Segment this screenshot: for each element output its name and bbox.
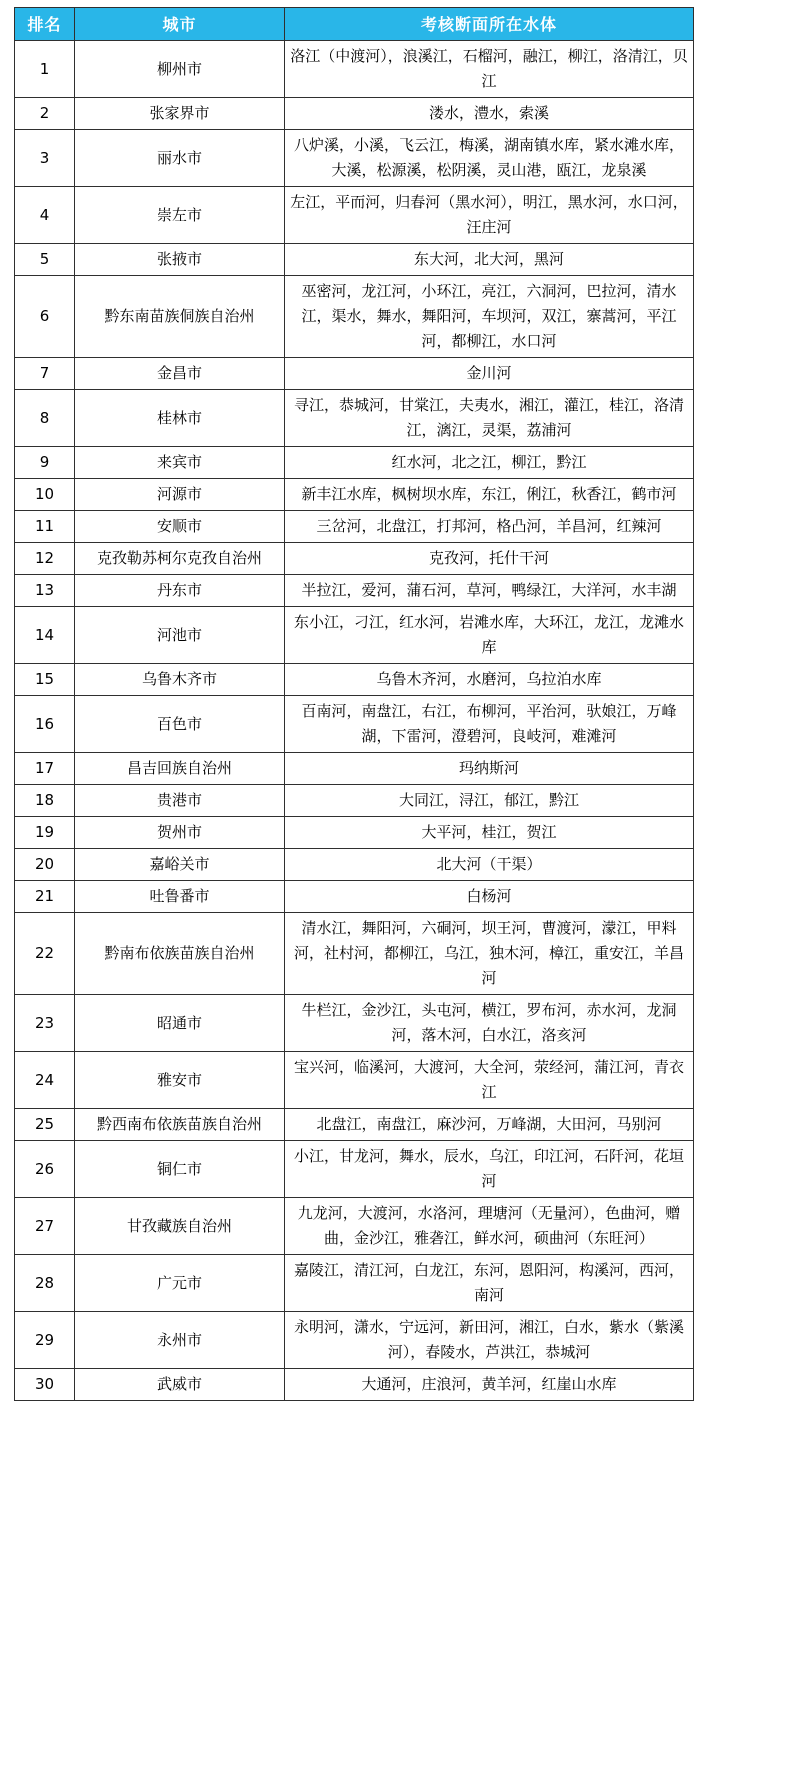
cell-rank: 8	[15, 390, 75, 447]
cell-water-bodies: 红水河，北之江，柳江，黔江	[285, 447, 694, 479]
column-header-rank: 排名	[15, 8, 75, 41]
cell-water-bodies: 嘉陵江，清江河，白龙江，东河，恩阳河，构溪河，西河，南河	[285, 1255, 694, 1312]
cell-water-bodies: 玛纳斯河	[285, 753, 694, 785]
cell-city: 张掖市	[75, 244, 285, 276]
cell-rank: 11	[15, 511, 75, 543]
cell-water-bodies: 大平河，桂江，贺江	[285, 817, 694, 849]
cell-rank: 5	[15, 244, 75, 276]
cell-water-bodies: 牛栏江，金沙江，头屯河，横江，罗布河，赤水河，龙洞河，落木河，白水江，洛亥河	[285, 995, 694, 1052]
cell-water-bodies: 新丰江水库，枫树坝水库，东江，俐江，秋香江，鹤市河	[285, 479, 694, 511]
cell-water-bodies: 溇水，澧水，索溪	[285, 98, 694, 130]
cell-water-bodies: 小江，甘龙河，舞水，辰水，乌江，印江河，石阡河，花垣河	[285, 1141, 694, 1198]
ranking-table-container	[0, 7, 795, 1401]
cell-city: 柳州市	[75, 41, 285, 98]
table-row	[15, 358, 694, 390]
cell-water-bodies: 八炉溪，小溪，飞云江，梅溪，湖南镇水库，紧水滩水库，大溪，松源溪，松阴溪，灵山港，瓯江，龙泉溪	[285, 130, 694, 187]
table-header	[15, 8, 694, 41]
cell-water-bodies: 东大河，北大河，黑河	[285, 244, 694, 276]
cell-rank: 16	[15, 696, 75, 753]
ranking-table	[14, 7, 694, 1401]
column-header-city: 城市	[75, 8, 285, 41]
cell-water-bodies: 宝兴河，临溪河，大渡河，大全河，荥经河，蒲江河，青衣江	[285, 1052, 694, 1109]
cell-water-bodies: 东小江，刁江，红水河，岩滩水库，大环江，龙江，龙滩水库	[285, 607, 694, 664]
cell-water-bodies: 北大河（干渠）	[285, 849, 694, 881]
cell-water-bodies: 寻江，恭城河，甘棠江，夫夷水，湘江，灌江，桂江，洛清江，漓江，灵渠，荔浦河	[285, 390, 694, 447]
cell-city: 武威市	[75, 1369, 285, 1401]
cell-water-bodies: 百南河，南盘江，右江，布柳河，平治河，驮娘江，万峰湖，下雷河，澄碧河，良岐河，难滩河	[285, 696, 694, 753]
cell-water-bodies: 半拉江，爱河，蒲石河，草河，鸭绿江，大洋河，水丰湖	[285, 575, 694, 607]
cell-rank: 21	[15, 881, 75, 913]
cell-water-bodies: 清水江，舞阳河，六硐河，坝王河，曹渡河，濛江，甲料河，社村河，都柳江，乌江，独木河，樟江，重安江，羊昌河	[285, 913, 694, 995]
cell-rank: 6	[15, 276, 75, 358]
cell-rank: 27	[15, 1198, 75, 1255]
cell-water-bodies: 巫密河，龙江河，小环江，亮江，六洞河，巴拉河，清水江，渠水，舞水，舞阳河，车坝河，双江，寨蒿河，平江河，都柳江，水口河	[285, 276, 694, 358]
cell-rank: 4	[15, 187, 75, 244]
cell-city: 金昌市	[75, 358, 285, 390]
cell-water-bodies: 大通河，庄浪河，黄羊河，红崖山水库	[285, 1369, 694, 1401]
table-row	[15, 130, 694, 187]
table-row	[15, 575, 694, 607]
table-row	[15, 543, 694, 575]
cell-rank: 24	[15, 1052, 75, 1109]
cell-city: 雅安市	[75, 1052, 285, 1109]
cell-rank: 15	[15, 664, 75, 696]
cell-rank: 20	[15, 849, 75, 881]
cell-water-bodies: 金川河	[285, 358, 694, 390]
cell-rank: 9	[15, 447, 75, 479]
cell-city: 黔南布依族苗族自治州	[75, 913, 285, 995]
cell-water-bodies: 三岔河，北盘江，打邦河，格凸河，羊昌河，红辣河	[285, 511, 694, 543]
cell-city: 安顺市	[75, 511, 285, 543]
cell-water-bodies: 左江，平而河，归春河（黑水河），明江，黑水河，水口河，汪庄河	[285, 187, 694, 244]
table-row	[15, 849, 694, 881]
cell-rank: 7	[15, 358, 75, 390]
table-row	[15, 1369, 694, 1401]
table-row	[15, 995, 694, 1052]
table-row	[15, 881, 694, 913]
cell-city: 贵港市	[75, 785, 285, 817]
cell-city: 丹东市	[75, 575, 285, 607]
cell-city: 广元市	[75, 1255, 285, 1312]
table-row	[15, 664, 694, 696]
cell-rank: 23	[15, 995, 75, 1052]
table-body	[15, 41, 694, 1401]
table-row	[15, 244, 694, 276]
cell-water-bodies: 乌鲁木齐河，水磨河，乌拉泊水库	[285, 664, 694, 696]
cell-city: 河池市	[75, 607, 285, 664]
table-row	[15, 785, 694, 817]
cell-rank: 13	[15, 575, 75, 607]
cell-city: 甘孜藏族自治州	[75, 1198, 285, 1255]
cell-water-bodies: 白杨河	[285, 881, 694, 913]
cell-city: 吐鲁番市	[75, 881, 285, 913]
cell-water-bodies: 大同江，浔江，郁江，黔江	[285, 785, 694, 817]
cell-city: 张家界市	[75, 98, 285, 130]
table-row	[15, 1141, 694, 1198]
cell-rank: 10	[15, 479, 75, 511]
cell-city: 崇左市	[75, 187, 285, 244]
cell-rank: 29	[15, 1312, 75, 1369]
cell-rank: 17	[15, 753, 75, 785]
table-row	[15, 447, 694, 479]
cell-rank: 3	[15, 130, 75, 187]
table-row	[15, 511, 694, 543]
cell-city: 永州市	[75, 1312, 285, 1369]
table-row	[15, 98, 694, 130]
cell-rank: 18	[15, 785, 75, 817]
table-row	[15, 913, 694, 995]
cell-city: 乌鲁木齐市	[75, 664, 285, 696]
cell-city: 昭通市	[75, 995, 285, 1052]
table-row	[15, 276, 694, 358]
column-header-water: 考核断面所在水体	[285, 8, 694, 41]
table-row	[15, 390, 694, 447]
cell-water-bodies: 洛江（中渡河），浪溪江，石榴河，融江，柳江，洛清江，贝江	[285, 41, 694, 98]
cell-rank: 25	[15, 1109, 75, 1141]
cell-city: 克孜勒苏柯尔克孜自治州	[75, 543, 285, 575]
table-row	[15, 753, 694, 785]
table-row	[15, 696, 694, 753]
table-row	[15, 1312, 694, 1369]
cell-city: 黔东南苗族侗族自治州	[75, 276, 285, 358]
cell-city: 丽水市	[75, 130, 285, 187]
cell-rank: 12	[15, 543, 75, 575]
cell-city: 昌吉回族自治州	[75, 753, 285, 785]
cell-rank: 14	[15, 607, 75, 664]
cell-rank: 1	[15, 41, 75, 98]
table-row	[15, 1255, 694, 1312]
cell-city: 百色市	[75, 696, 285, 753]
cell-water-bodies: 九龙河，大渡河，水洛河，理塘河（无量河），色曲河，赠曲，金沙江，雅砻江，鲜水河，硕曲河（东旺河）	[285, 1198, 694, 1255]
table-header-row	[15, 8, 694, 41]
cell-water-bodies: 永明河，潇水，宁远河，新田河，湘江，白水，紫水（紫溪河），春陵水，芦洪江，恭城河	[285, 1312, 694, 1369]
table-row	[15, 1198, 694, 1255]
cell-rank: 2	[15, 98, 75, 130]
cell-rank: 26	[15, 1141, 75, 1198]
cell-water-bodies: 北盘江，南盘江，麻沙河，万峰湖，大田河，马别河	[285, 1109, 694, 1141]
cell-city: 嘉峪关市	[75, 849, 285, 881]
cell-rank: 28	[15, 1255, 75, 1312]
table-row	[15, 817, 694, 849]
table-row	[15, 1052, 694, 1109]
cell-city: 黔西南布依族苗族自治州	[75, 1109, 285, 1141]
cell-city: 桂林市	[75, 390, 285, 447]
cell-city: 河源市	[75, 479, 285, 511]
cell-city: 来宾市	[75, 447, 285, 479]
cell-rank: 30	[15, 1369, 75, 1401]
cell-city: 铜仁市	[75, 1141, 285, 1198]
table-row	[15, 607, 694, 664]
table-row	[15, 479, 694, 511]
cell-water-bodies: 克孜河，托什干河	[285, 543, 694, 575]
table-row	[15, 41, 694, 98]
table-row	[15, 1109, 694, 1141]
cell-rank: 19	[15, 817, 75, 849]
cell-city: 贺州市	[75, 817, 285, 849]
table-row	[15, 187, 694, 244]
cell-rank: 22	[15, 913, 75, 995]
